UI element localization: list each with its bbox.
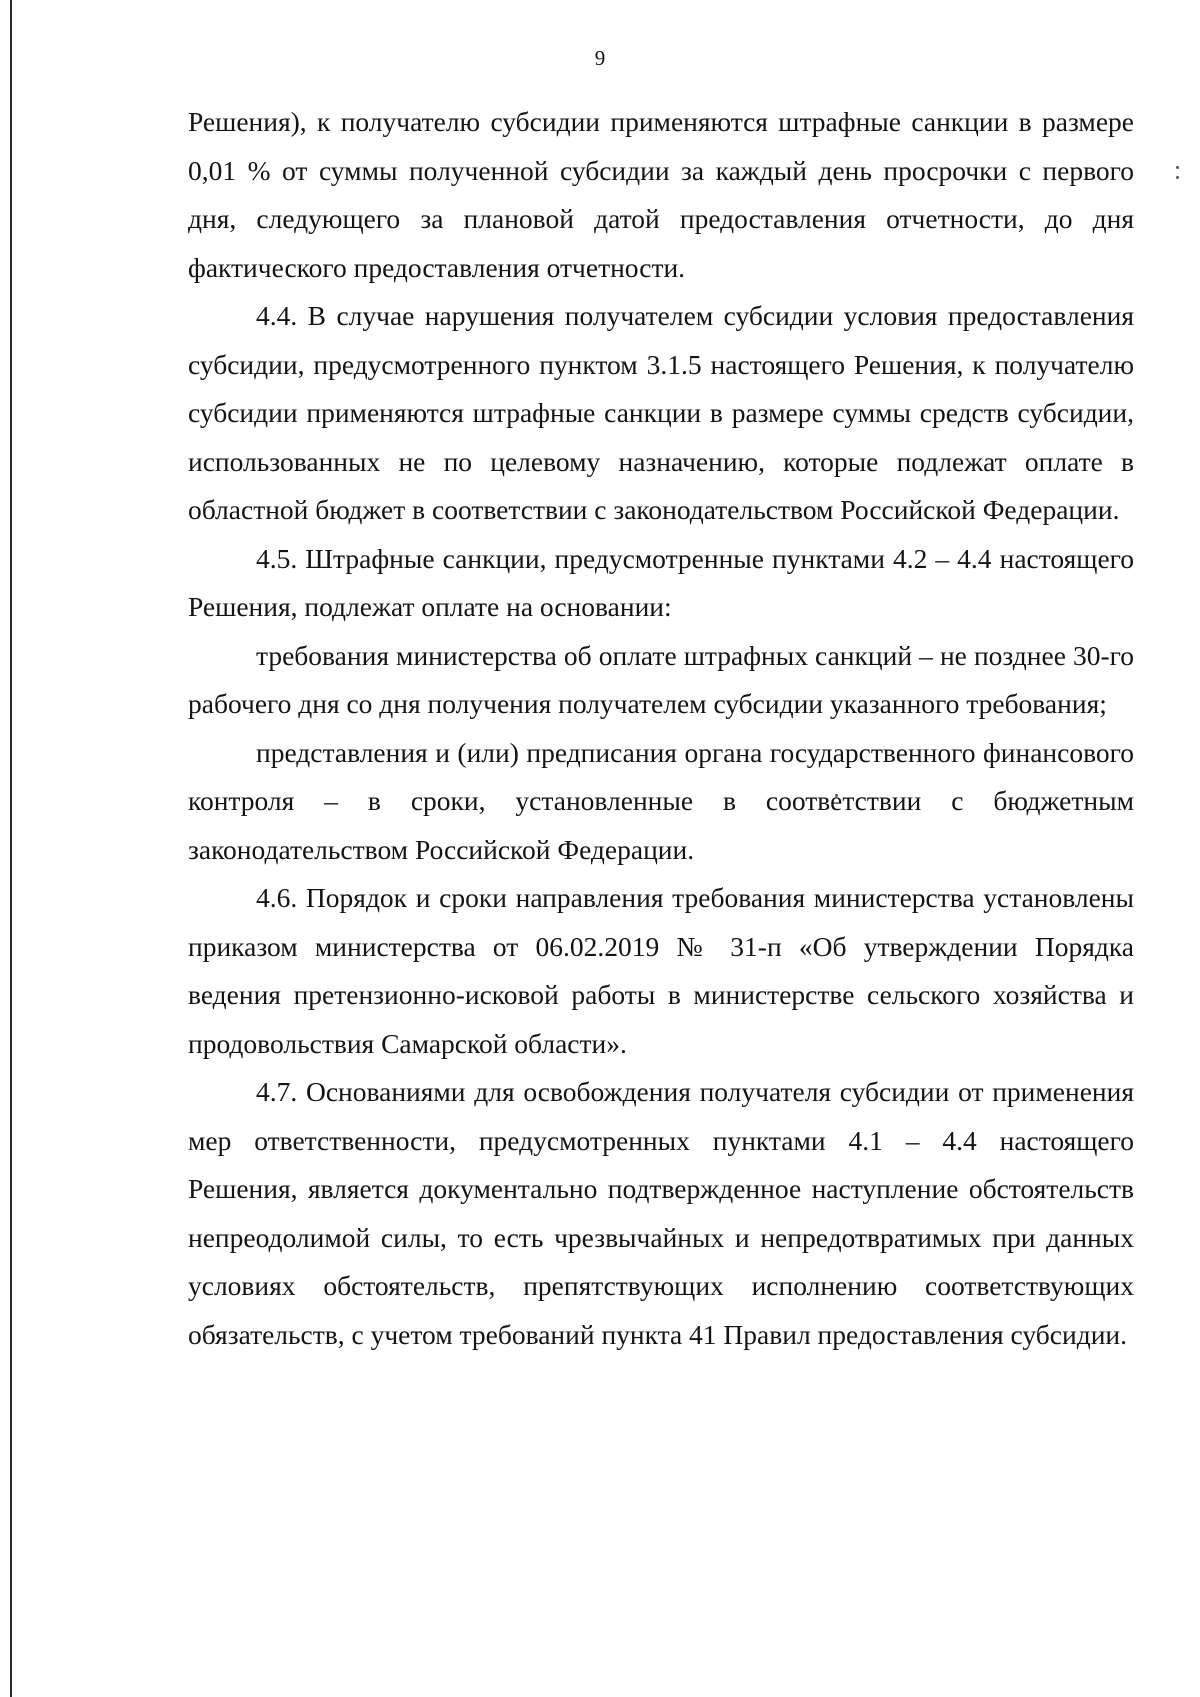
scan-speck xyxy=(1176,176,1179,179)
paragraph-4-5-prescription: представления и (или) предписания органа государственного финансового контроля – в сроки, установленные в соответствии с бюджетным законодательством Российской Федерации. xyxy=(188,736,1134,865)
scan-speck xyxy=(1176,166,1179,169)
paragraph-4-5-requirement: требования министерства об оплате штрафных санкций – не позднее 30-го рабочего дня со дня получения получателем субсидии указанного требования; xyxy=(188,639,1134,719)
paragraph-4-7: 4.7. Основаниями для освобождения получателя субсидии от применения мер ответственности, предусмотренных пунктами 4.1 – 4.4 настоящего Решения, является документально подтвержденное наступление обстоятельств непреодолимой силы, то есть чрезвычайных и непредотвратимых при данных условиях обстоятельств, препятствующих исполнению соответствующих обязательств, с учетом требований пункта 41 Правил предоставления субсидии. xyxy=(188,1076,1134,1350)
paragraph-continuation: Решения), к получателю субсидии применяются штрафные санкции в размере 0,01 % от суммы полученной субсидии за каждый день просрочки с первого дня, следующего за плановой датой предоставления отчетности, до дня фактического предоставления отчетности. xyxy=(188,106,1134,283)
paragraph-4-6: 4.6. Порядок и сроки направления требования министерства установлены приказом министерства от 06.02.2019 № 31-п «Об утверждении Порядка ведения претензионно-исковой работы в министерстве сельского хозяйства и продовольствия Самарской области». xyxy=(188,882,1134,1059)
paragraph-4-5: 4.5. Штрафные санкции, предусмотренные пунктами 4.2 – 4.4 настоящего Решения, подлежат оплате на основании: xyxy=(188,542,1134,622)
document-body xyxy=(188,98,1134,1359)
page-number: 9 xyxy=(594,46,606,70)
paragraph-4-4: 4.4. В случае нарушения получателем субсидии условия предоставления субсидии, предусмотренного пунктом 3.1.5 настоящего Решения, к получателю субсидии применяются штрафные санкции в размере суммы средств субсидии, использованных не по целевому назначению, которые подлежат оплате в областной бюджет в соответствии с законодательством Российской Федерации. xyxy=(188,300,1134,525)
scan-left-edge-line xyxy=(10,0,12,1697)
